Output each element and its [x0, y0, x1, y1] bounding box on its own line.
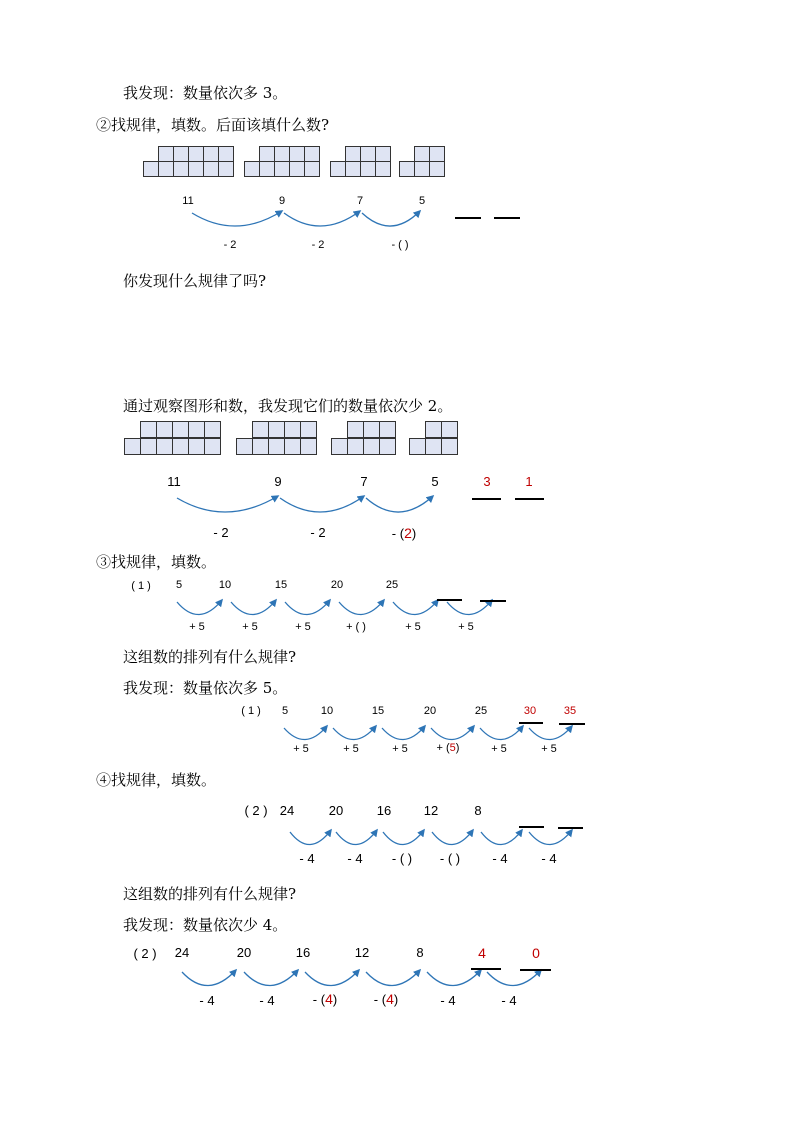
- ans4-op-2: - 4: [259, 993, 275, 1008]
- seq3-op-5: + 5: [405, 621, 421, 633]
- ans4-blank-1: [471, 968, 501, 970]
- ans2-op-3: - (2): [391, 525, 417, 541]
- seq2-number-4: 5: [418, 195, 426, 207]
- ans3-number-4: 20: [423, 705, 437, 717]
- answer-block-group-7: [331, 421, 399, 455]
- ans3-number-3: 15: [371, 705, 385, 717]
- ans4-op-1: - 4: [199, 993, 215, 1008]
- section-3-finding: 我发现：数量依次多 5。: [123, 679, 288, 697]
- ans2-number-4: 5: [431, 474, 439, 489]
- ans4-op-6: - 4: [501, 993, 517, 1008]
- section-2-heading: ②找规律，填数。后面该填什么数?: [96, 116, 330, 134]
- arc-7-5: [362, 211, 420, 226]
- section-3-question: 这组数的排列有什么规律?: [123, 648, 297, 666]
- ans2-number-3: 7: [360, 474, 368, 489]
- seq3-number-2: 10: [218, 579, 232, 591]
- seq3-label: ( 1 ): [131, 580, 151, 592]
- seq4-blank-1[interactable]: [519, 826, 544, 828]
- ans4-number-5: 8: [416, 945, 424, 960]
- seq4-op-6: - 4: [541, 851, 557, 866]
- ans3-op-3: + 5: [392, 743, 408, 755]
- seq4-op-4[interactable]: - ( ): [439, 851, 461, 866]
- ans2-fill-2: 1: [525, 474, 533, 489]
- ans3-fill-1: 30: [523, 705, 537, 717]
- answer-block-group-11: [124, 421, 224, 455]
- ans4-number-1: 24: [174, 945, 190, 960]
- seq2-number-2: 9: [278, 195, 286, 207]
- section-3-heading: ③找规律，填数。: [96, 553, 217, 571]
- ans4-number-3: 16: [295, 945, 311, 960]
- seq3-number-5: 25: [385, 579, 399, 591]
- seq3-op-1: + 5: [189, 621, 205, 633]
- seq3-blank-2[interactable]: [480, 600, 506, 602]
- seq4-number-5: 8: [474, 803, 482, 818]
- seq4-op-3[interactable]: - ( ): [391, 851, 413, 866]
- ans3-number-2: 10: [320, 705, 334, 717]
- ans3-number-1: 5: [281, 705, 289, 717]
- ans4-fill-2: 0: [532, 945, 540, 961]
- seq3-op-6: + 5: [458, 621, 474, 633]
- ans3-blank-1: [519, 722, 543, 724]
- ans4-fill-1: 4: [478, 945, 486, 961]
- ans4-number-4: 12: [354, 945, 370, 960]
- seq3-blank-1[interactable]: [437, 599, 462, 601]
- seq2-op-2: - 2: [311, 239, 325, 251]
- ans3-number-5: 25: [474, 705, 488, 717]
- ans2-blank-2: [515, 498, 544, 500]
- seq4-number-3: 16: [376, 803, 392, 818]
- seq4-op-5: - 4: [492, 851, 508, 866]
- seq3-op-3: + 5: [295, 621, 311, 633]
- ans3-blank-2: [559, 723, 585, 725]
- seq4-number-1: 24: [279, 803, 295, 818]
- arc-11-9: [192, 211, 282, 226]
- arc-ans-9-7: [280, 496, 364, 512]
- section-4-heading: ④找规律，填数。: [96, 771, 217, 789]
- section-2-question: 你发现什么规律了吗?: [123, 272, 267, 290]
- seq3-op-4[interactable]: + ( ): [346, 621, 366, 633]
- answer-block-group-5: [409, 421, 461, 455]
- seq2-number-3: 7: [356, 195, 364, 207]
- ans3-op-6: + 5: [541, 743, 557, 755]
- ans2-number-1: 11: [167, 474, 181, 489]
- seq3-number-3: 15: [274, 579, 288, 591]
- ans3-op-4: + (5): [436, 742, 460, 754]
- seq4-op-1: - 4: [299, 851, 315, 866]
- arc-ans-11-9: [177, 496, 278, 512]
- seq4-label: ( 2 ): [244, 803, 268, 818]
- ans4-op-5: - 4: [440, 993, 456, 1008]
- seq4-op-2: - 4: [347, 851, 363, 866]
- ans4-op-4: - (4): [373, 991, 399, 1007]
- section-2-answer-text: 通过观察图形和数，我发现它们的数量依次少 2。: [123, 397, 453, 415]
- seq4-number-4: 12: [423, 803, 439, 818]
- ans2-blank-1: [472, 498, 501, 500]
- ans4-number-2: 20: [236, 945, 252, 960]
- ans2-op-1: - 2: [213, 525, 229, 540]
- ans2-op-2: - 2: [310, 525, 326, 540]
- ans4-label: ( 2 ): [133, 946, 157, 961]
- arc-ans-7-5: [366, 496, 433, 512]
- ans3-label: ( 1 ): [241, 705, 261, 717]
- seq2-number-1: 11: [182, 195, 194, 207]
- arc-9-7: [284, 211, 360, 226]
- ans4-op-3: - (4): [312, 991, 338, 1007]
- ans3-op-5: + 5: [491, 743, 507, 755]
- section-4-finding: 我发现：数量依次少 4。: [123, 916, 288, 934]
- ans3-fill-2: 35: [563, 705, 577, 717]
- seq3-op-2: + 5: [242, 621, 258, 633]
- ans4-blank-2: [520, 969, 551, 971]
- answer-block-group-9: [236, 421, 320, 455]
- ans3-op-2: + 5: [343, 743, 359, 755]
- finding-text-1: 我发现：数量依次多 3。: [123, 84, 288, 102]
- seq3-number-1: 5: [175, 579, 183, 591]
- seq4-number-2: 20: [328, 803, 344, 818]
- section-4-question: 这组数的排列有什么规律?: [123, 885, 297, 903]
- ans2-fill-1: 3: [483, 474, 491, 489]
- ans2-number-2: 9: [274, 474, 282, 489]
- seq2-op-1: - 2: [223, 239, 237, 251]
- seq2-op-3[interactable]: - ( ): [391, 239, 409, 251]
- ans3-op-1: + 5: [293, 743, 309, 755]
- seq3-number-4: 20: [330, 579, 344, 591]
- seq4-blank-2[interactable]: [558, 827, 583, 829]
